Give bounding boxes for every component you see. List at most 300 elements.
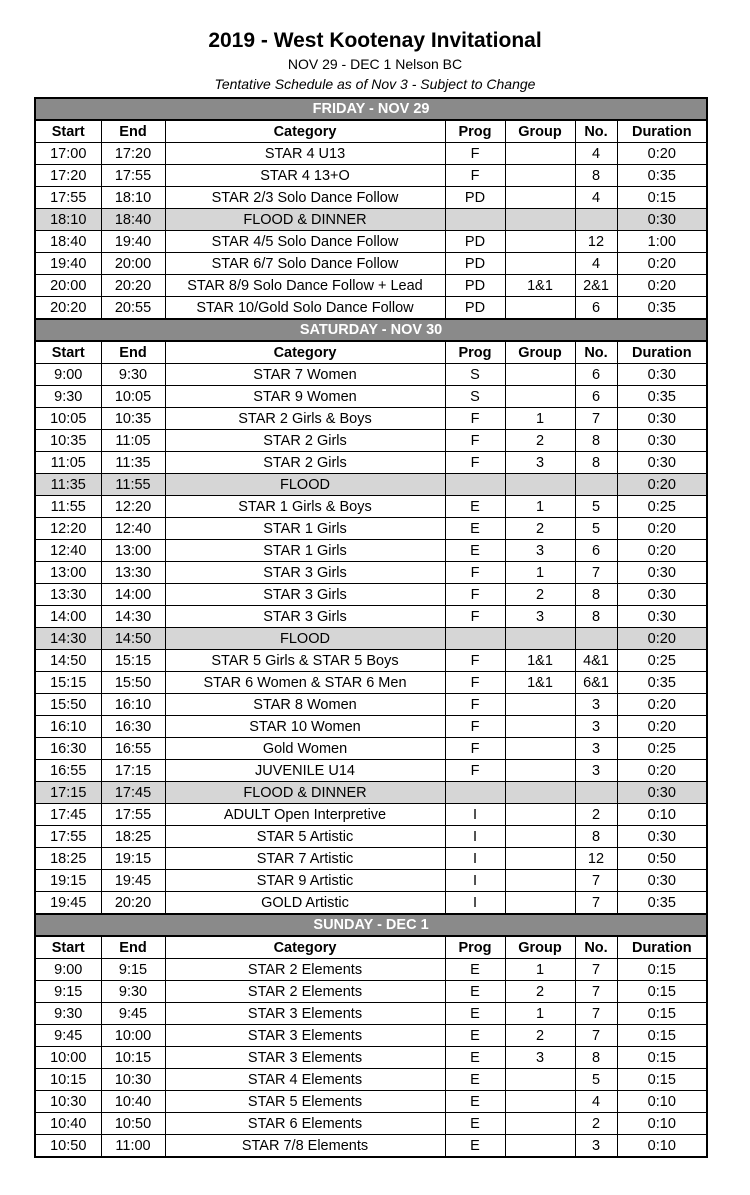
cell-category: STAR 3 Elements xyxy=(165,1003,445,1025)
cell-group: 1&1 xyxy=(505,672,575,694)
cell-prog: I xyxy=(445,804,505,826)
cell-start: 17:00 xyxy=(35,143,101,165)
cell-no: 8 xyxy=(575,452,617,474)
cell-group xyxy=(505,782,575,804)
cell-group xyxy=(505,1113,575,1135)
cell-category: FLOOD & DINNER xyxy=(165,209,445,231)
cell-category: STAR 1 Girls xyxy=(165,540,445,562)
cell-prog: E xyxy=(445,1047,505,1069)
cell-end: 10:15 xyxy=(101,1047,165,1069)
column-header-end: End xyxy=(101,341,165,364)
cell-group: 1 xyxy=(505,562,575,584)
cell-category: STAR 2 Girls xyxy=(165,452,445,474)
cell-duration: 0:30 xyxy=(617,364,707,386)
cell-category: STAR 7/8 Elements xyxy=(165,1135,445,1158)
cell-duration: 0:20 xyxy=(617,253,707,275)
cell-end: 10:00 xyxy=(101,1025,165,1047)
cell-end: 11:00 xyxy=(101,1135,165,1158)
cell-start: 17:55 xyxy=(35,187,101,209)
cell-end: 10:30 xyxy=(101,1069,165,1091)
cell-no: 4 xyxy=(575,1091,617,1113)
cell-prog xyxy=(445,782,505,804)
cell-start: 9:15 xyxy=(35,981,101,1003)
cell-end: 19:40 xyxy=(101,231,165,253)
cell-prog: F xyxy=(445,584,505,606)
cell-duration: 1:00 xyxy=(617,231,707,253)
cell-group xyxy=(505,143,575,165)
day-header xyxy=(35,98,707,120)
cell-prog: F xyxy=(445,143,505,165)
cell-category: STAR 3 Elements xyxy=(165,1025,445,1047)
cell-category: STAR 2 Girls xyxy=(165,430,445,452)
schedule-row xyxy=(35,760,707,782)
cell-end: 13:30 xyxy=(101,562,165,584)
break-row xyxy=(35,782,707,804)
cell-start: 19:15 xyxy=(35,870,101,892)
cell-no: 6 xyxy=(575,386,617,408)
cell-prog: PD xyxy=(445,275,505,297)
cell-start: 20:00 xyxy=(35,275,101,297)
cell-prog xyxy=(445,628,505,650)
cell-duration: 0:20 xyxy=(617,760,707,782)
schedule-row xyxy=(35,297,707,320)
cell-no xyxy=(575,782,617,804)
cell-end: 16:10 xyxy=(101,694,165,716)
cell-start: 9:45 xyxy=(35,1025,101,1047)
cell-group: 3 xyxy=(505,452,575,474)
cell-category: STAR 5 Elements xyxy=(165,1091,445,1113)
cell-prog: F xyxy=(445,562,505,584)
break-row xyxy=(35,628,707,650)
cell-duration: 0:30 xyxy=(617,606,707,628)
cell-duration: 0:10 xyxy=(617,1091,707,1113)
schedule-row xyxy=(35,804,707,826)
cell-start: 18:40 xyxy=(35,231,101,253)
schedule-row xyxy=(35,738,707,760)
schedule-row xyxy=(35,1003,707,1025)
cell-category: FLOOD & DINNER xyxy=(165,782,445,804)
column-header-group: Group xyxy=(505,120,575,143)
cell-duration: 0:30 xyxy=(617,782,707,804)
schedule-row xyxy=(35,959,707,981)
cell-end: 14:30 xyxy=(101,606,165,628)
cell-no: 7 xyxy=(575,981,617,1003)
cell-prog: E xyxy=(445,959,505,981)
cell-category: STAR 2 Elements xyxy=(165,981,445,1003)
schedule-row xyxy=(35,187,707,209)
day-header xyxy=(35,914,707,936)
cell-duration: 0:35 xyxy=(617,386,707,408)
cell-prog: PD xyxy=(445,187,505,209)
cell-end: 9:45 xyxy=(101,1003,165,1025)
cell-prog: F xyxy=(445,165,505,187)
schedule-row xyxy=(35,496,707,518)
cell-start: 17:15 xyxy=(35,782,101,804)
cell-duration: 0:20 xyxy=(617,275,707,297)
cell-end: 17:55 xyxy=(101,165,165,187)
cell-no: 6 xyxy=(575,364,617,386)
cell-no: 4 xyxy=(575,143,617,165)
cell-duration: 0:20 xyxy=(617,143,707,165)
schedule-row xyxy=(35,1091,707,1113)
cell-no: 8 xyxy=(575,606,617,628)
cell-duration: 0:25 xyxy=(617,650,707,672)
cell-category: STAR 3 Girls xyxy=(165,562,445,584)
cell-prog: E xyxy=(445,1135,505,1158)
cell-duration: 0:30 xyxy=(617,826,707,848)
cell-no: 12 xyxy=(575,848,617,870)
cell-no: 7 xyxy=(575,959,617,981)
cell-no: 4 xyxy=(575,187,617,209)
schedule-row xyxy=(35,253,707,275)
cell-category: STAR 7 Women xyxy=(165,364,445,386)
cell-end: 14:00 xyxy=(101,584,165,606)
column-header-end: End xyxy=(101,936,165,959)
schedule-row xyxy=(35,1113,707,1135)
cell-category: ADULT Open Interpretive xyxy=(165,804,445,826)
cell-duration: 0:10 xyxy=(617,804,707,826)
column-header-row xyxy=(35,341,707,364)
column-header-end: End xyxy=(101,120,165,143)
cell-category: STAR 7 Artistic xyxy=(165,848,445,870)
cell-duration: 0:10 xyxy=(617,1113,707,1135)
cell-start: 9:00 xyxy=(35,959,101,981)
cell-group xyxy=(505,738,575,760)
column-header-row xyxy=(35,120,707,143)
cell-start: 10:30 xyxy=(35,1091,101,1113)
cell-no xyxy=(575,474,617,496)
cell-prog: E xyxy=(445,1091,505,1113)
cell-category: FLOOD xyxy=(165,474,445,496)
cell-category: STAR 6/7 Solo Dance Follow xyxy=(165,253,445,275)
cell-start: 13:30 xyxy=(35,584,101,606)
cell-category: STAR 10 Women xyxy=(165,716,445,738)
cell-no: 2&1 xyxy=(575,275,617,297)
cell-duration: 0:30 xyxy=(617,452,707,474)
cell-no xyxy=(575,209,617,231)
cell-prog: F xyxy=(445,606,505,628)
day-label: FRIDAY - NOV 29 xyxy=(35,98,707,120)
cell-prog: E xyxy=(445,1113,505,1135)
schedule-row xyxy=(35,430,707,452)
cell-prog: F xyxy=(445,760,505,782)
column-header-duration: Duration xyxy=(617,120,707,143)
cell-no: 7 xyxy=(575,562,617,584)
day-label: SATURDAY - NOV 30 xyxy=(35,319,707,341)
cell-no: 6&1 xyxy=(575,672,617,694)
cell-no: 6 xyxy=(575,297,617,320)
cell-start: 9:30 xyxy=(35,1003,101,1025)
cell-duration: 0:15 xyxy=(617,959,707,981)
cell-prog xyxy=(445,474,505,496)
cell-end: 18:25 xyxy=(101,826,165,848)
cell-start: 10:35 xyxy=(35,430,101,452)
cell-category: STAR 3 Girls xyxy=(165,584,445,606)
cell-start: 17:20 xyxy=(35,165,101,187)
cell-end: 18:40 xyxy=(101,209,165,231)
cell-duration: 0:20 xyxy=(617,518,707,540)
cell-group: 1 xyxy=(505,1003,575,1025)
column-header-start: Start xyxy=(35,120,101,143)
cell-group: 2 xyxy=(505,518,575,540)
cell-no: 2 xyxy=(575,804,617,826)
break-row xyxy=(35,209,707,231)
cell-duration: 0:20 xyxy=(617,474,707,496)
schedule-row xyxy=(35,870,707,892)
cell-prog: F xyxy=(445,716,505,738)
cell-group xyxy=(505,760,575,782)
cell-duration: 0:15 xyxy=(617,1069,707,1091)
cell-no: 3 xyxy=(575,1135,617,1158)
schedule-row xyxy=(35,408,707,430)
cell-category: STAR 9 Artistic xyxy=(165,870,445,892)
cell-prog: F xyxy=(445,452,505,474)
cell-end: 11:55 xyxy=(101,474,165,496)
cell-duration: 0:20 xyxy=(617,716,707,738)
cell-no: 7 xyxy=(575,870,617,892)
cell-category: STAR 2 Girls & Boys xyxy=(165,408,445,430)
cell-start: 16:10 xyxy=(35,716,101,738)
cell-group xyxy=(505,474,575,496)
break-row xyxy=(35,474,707,496)
cell-no: 8 xyxy=(575,826,617,848)
schedule-row xyxy=(35,848,707,870)
cell-group: 1 xyxy=(505,496,575,518)
cell-duration: 0:30 xyxy=(617,562,707,584)
cell-duration: 0:30 xyxy=(617,430,707,452)
schedule-row xyxy=(35,716,707,738)
schedule-row xyxy=(35,584,707,606)
cell-no: 7 xyxy=(575,1003,617,1025)
cell-end: 10:40 xyxy=(101,1091,165,1113)
cell-duration: 0:30 xyxy=(617,870,707,892)
cell-start: 11:55 xyxy=(35,496,101,518)
schedule-row xyxy=(35,1025,707,1047)
cell-end: 17:55 xyxy=(101,804,165,826)
cell-group xyxy=(505,1069,575,1091)
cell-end: 16:55 xyxy=(101,738,165,760)
cell-start: 9:30 xyxy=(35,386,101,408)
cell-category: STAR 3 Girls xyxy=(165,606,445,628)
column-header-category: Category xyxy=(165,120,445,143)
cell-category: STAR 9 Women xyxy=(165,386,445,408)
column-header-row xyxy=(35,936,707,959)
cell-prog: F xyxy=(445,650,505,672)
column-header-duration: Duration xyxy=(617,936,707,959)
cell-duration: 0:35 xyxy=(617,297,707,320)
cell-category: STAR 2 Elements xyxy=(165,959,445,981)
cell-group: 1 xyxy=(505,959,575,981)
cell-end: 20:20 xyxy=(101,892,165,915)
cell-group: 3 xyxy=(505,540,575,562)
cell-start: 9:00 xyxy=(35,364,101,386)
cell-duration: 0:35 xyxy=(617,672,707,694)
column-header-group: Group xyxy=(505,936,575,959)
cell-end: 19:15 xyxy=(101,848,165,870)
cell-group xyxy=(505,165,575,187)
cell-duration: 0:25 xyxy=(617,496,707,518)
cell-end: 12:40 xyxy=(101,518,165,540)
cell-prog: E xyxy=(445,496,505,518)
cell-duration: 0:15 xyxy=(617,981,707,1003)
cell-category: Gold Women xyxy=(165,738,445,760)
cell-category: STAR 8/9 Solo Dance Follow + Lead xyxy=(165,275,445,297)
cell-no: 3 xyxy=(575,760,617,782)
schedule-row xyxy=(35,518,707,540)
cell-category: STAR 4 13+O xyxy=(165,165,445,187)
cell-end: 16:30 xyxy=(101,716,165,738)
cell-end: 20:00 xyxy=(101,253,165,275)
schedule-row xyxy=(35,1047,707,1069)
document-title: 2019 - West Kootenay Invitational xyxy=(208,29,542,52)
cell-group xyxy=(505,253,575,275)
schedule-table xyxy=(34,97,708,1158)
cell-category: STAR 6 Elements xyxy=(165,1113,445,1135)
cell-prog: E xyxy=(445,1069,505,1091)
cell-duration: 0:30 xyxy=(617,408,707,430)
cell-start: 11:35 xyxy=(35,474,101,496)
cell-end: 17:15 xyxy=(101,760,165,782)
cell-category: STAR 10/Gold Solo Dance Follow xyxy=(165,297,445,320)
cell-no: 3 xyxy=(575,738,617,760)
cell-group: 2 xyxy=(505,1025,575,1047)
cell-duration: 0:35 xyxy=(617,165,707,187)
cell-group: 2 xyxy=(505,430,575,452)
cell-category: FLOOD xyxy=(165,628,445,650)
cell-end: 11:35 xyxy=(101,452,165,474)
cell-end: 20:55 xyxy=(101,297,165,320)
cell-end: 9:30 xyxy=(101,364,165,386)
cell-no: 8 xyxy=(575,430,617,452)
cell-start: 15:15 xyxy=(35,672,101,694)
schedule-row xyxy=(35,165,707,187)
column-header-no: No. xyxy=(575,120,617,143)
cell-start: 10:50 xyxy=(35,1135,101,1158)
cell-group xyxy=(505,804,575,826)
cell-end: 10:50 xyxy=(101,1113,165,1135)
cell-group xyxy=(505,1091,575,1113)
cell-start: 16:30 xyxy=(35,738,101,760)
day-label: SUNDAY - DEC 1 xyxy=(35,914,707,936)
cell-duration: 0:15 xyxy=(617,1003,707,1025)
cell-group xyxy=(505,297,575,320)
schedule-row xyxy=(35,1135,707,1158)
cell-end: 15:50 xyxy=(101,672,165,694)
column-header-prog: Prog xyxy=(445,120,505,143)
cell-no xyxy=(575,628,617,650)
cell-group: 1 xyxy=(505,408,575,430)
cell-no: 3 xyxy=(575,694,617,716)
column-header-category: Category xyxy=(165,936,445,959)
cell-no: 4 xyxy=(575,253,617,275)
cell-duration: 0:20 xyxy=(617,540,707,562)
cell-category: STAR 4 U13 xyxy=(165,143,445,165)
cell-prog: PD xyxy=(445,231,505,253)
cell-end: 19:45 xyxy=(101,870,165,892)
cell-start: 17:55 xyxy=(35,826,101,848)
schedule-row xyxy=(35,143,707,165)
cell-start: 11:05 xyxy=(35,452,101,474)
cell-group xyxy=(505,231,575,253)
cell-no: 5 xyxy=(575,496,617,518)
cell-group xyxy=(505,1135,575,1158)
cell-start: 18:25 xyxy=(35,848,101,870)
cell-category: GOLD Artistic xyxy=(165,892,445,915)
cell-duration: 0:15 xyxy=(617,1047,707,1069)
cell-duration: 0:25 xyxy=(617,738,707,760)
cell-no: 2 xyxy=(575,1113,617,1135)
cell-prog: S xyxy=(445,386,505,408)
cell-end: 20:20 xyxy=(101,275,165,297)
schedule-row xyxy=(35,1069,707,1091)
cell-prog: E xyxy=(445,1003,505,1025)
cell-start: 16:55 xyxy=(35,760,101,782)
document-subtitle: NOV 29 - DEC 1 Nelson BC xyxy=(287,56,463,72)
cell-start: 12:40 xyxy=(35,540,101,562)
schedule-row xyxy=(35,672,707,694)
cell-start: 17:45 xyxy=(35,804,101,826)
cell-group: 3 xyxy=(505,606,575,628)
cell-end: 9:30 xyxy=(101,981,165,1003)
cell-no: 7 xyxy=(575,1025,617,1047)
schedule-row xyxy=(35,606,707,628)
cell-end: 15:15 xyxy=(101,650,165,672)
cell-duration: 0:15 xyxy=(617,187,707,209)
cell-start: 18:10 xyxy=(35,209,101,231)
cell-duration: 0:10 xyxy=(617,1135,707,1158)
cell-no: 8 xyxy=(575,584,617,606)
cell-end: 10:05 xyxy=(101,386,165,408)
cell-prog: E xyxy=(445,540,505,562)
cell-no: 12 xyxy=(575,231,617,253)
cell-start: 10:00 xyxy=(35,1047,101,1069)
cell-start: 10:40 xyxy=(35,1113,101,1135)
cell-start: 10:15 xyxy=(35,1069,101,1091)
cell-group xyxy=(505,628,575,650)
day-header xyxy=(35,319,707,341)
cell-group xyxy=(505,209,575,231)
cell-end: 12:20 xyxy=(101,496,165,518)
cell-end: 18:10 xyxy=(101,187,165,209)
cell-prog: E xyxy=(445,1025,505,1047)
document-header xyxy=(0,28,750,94)
cell-start: 15:50 xyxy=(35,694,101,716)
column-header-no: No. xyxy=(575,341,617,364)
column-header-category: Category xyxy=(165,341,445,364)
cell-group xyxy=(505,892,575,915)
column-header-prog: Prog xyxy=(445,936,505,959)
cell-start: 20:20 xyxy=(35,297,101,320)
column-header-start: Start xyxy=(35,341,101,364)
cell-category: STAR 4 Elements xyxy=(165,1069,445,1091)
cell-start: 14:50 xyxy=(35,650,101,672)
cell-start: 19:45 xyxy=(35,892,101,915)
cell-prog: I xyxy=(445,870,505,892)
schedule-row xyxy=(35,275,707,297)
cell-prog: F xyxy=(445,738,505,760)
schedule-row xyxy=(35,386,707,408)
schedule-row xyxy=(35,981,707,1003)
schedule-row xyxy=(35,540,707,562)
cell-prog: S xyxy=(445,364,505,386)
cell-category: STAR 1 Girls & Boys xyxy=(165,496,445,518)
cell-duration: 0:50 xyxy=(617,848,707,870)
cell-start: 19:40 xyxy=(35,253,101,275)
cell-prog: I xyxy=(445,892,505,915)
cell-no: 5 xyxy=(575,518,617,540)
cell-start: 14:00 xyxy=(35,606,101,628)
cell-prog: E xyxy=(445,518,505,540)
